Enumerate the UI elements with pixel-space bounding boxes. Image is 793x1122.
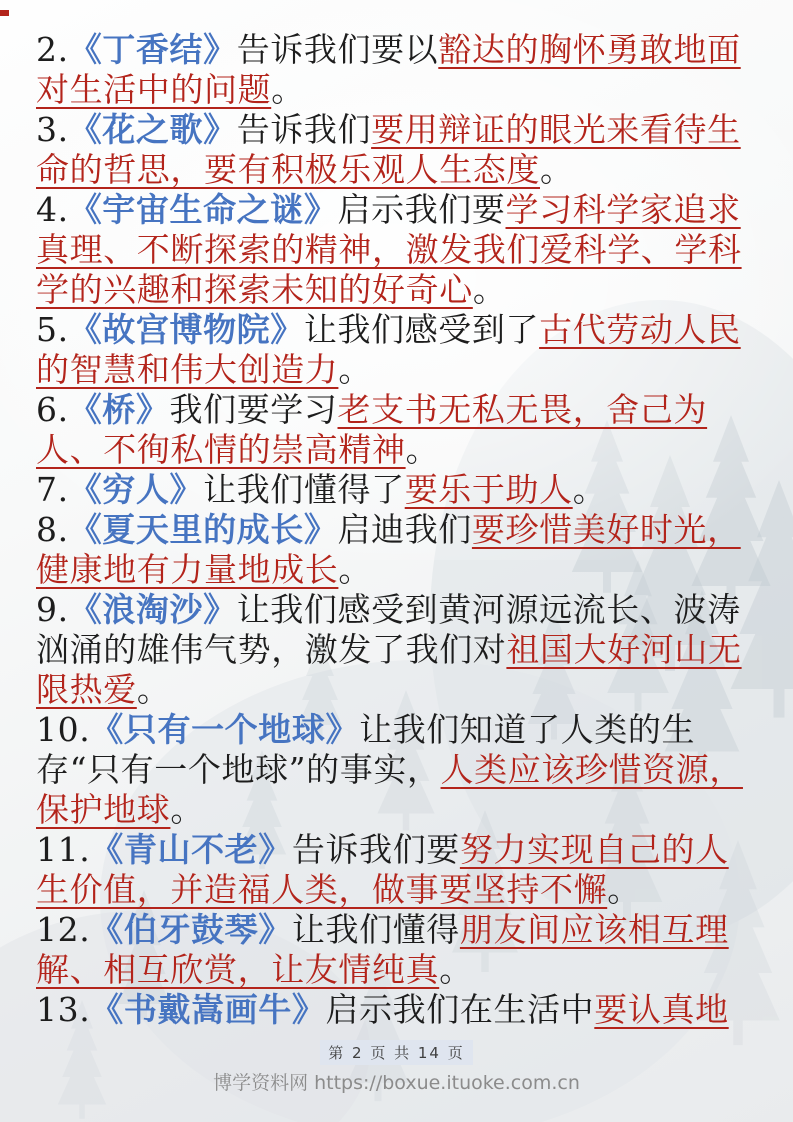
key-point-text: 要珍惜美好时光，健康地有力量地成长 [36, 510, 741, 589]
key-point-text: 古代劳动人民的智慧和伟大创造力 [36, 310, 741, 389]
body-text: 启迪我们 [337, 510, 472, 549]
key-point-text: 朋友间应该相互理解、相互欣赏，让友情纯真 [36, 910, 729, 989]
note-item [36, 310, 758, 390]
body-text: 让我们感受到了 [303, 310, 540, 349]
body-text: 。 [472, 270, 507, 309]
item-number: 10. [36, 710, 91, 749]
item-number: 11. [36, 830, 91, 869]
lesson-title: 《夏天里的成长》 [68, 510, 338, 549]
key-point-text: 要乐于助人 [404, 470, 573, 509]
page-number: 第 2 页 共 14 页 [320, 1040, 472, 1065]
key-point-text: 要认真地 [594, 990, 729, 1029]
note-item [36, 30, 758, 110]
note-item [36, 830, 758, 910]
item-number: 9. [36, 590, 69, 629]
key-point-text: 老支书无私无畏，舍己为人、不徇私情的崇高精神 [36, 390, 708, 469]
key-point-text: 人类应该珍惜资源，保护地球 [36, 750, 743, 829]
lesson-title: 《书戴嵩画牛》 [90, 990, 326, 1029]
body-text: 告诉我们 [236, 110, 372, 149]
item-number: 8. [36, 510, 69, 549]
key-point-text: 祖国大好河山无限热爱 [36, 630, 742, 709]
lesson-title: 《宇宙生命之谜》 [68, 190, 338, 229]
note-item [36, 710, 758, 830]
page-footer [0, 1040, 793, 1065]
site-watermark: 博学资料网 https://boxue.ituoke.com.cn [213, 1072, 580, 1094]
item-number: 13. [36, 990, 91, 1029]
lesson-title: 《青山不老》 [90, 830, 292, 869]
note-item [36, 470, 758, 510]
body-text: 告诉我们要以 [236, 30, 439, 69]
item-number: 12. [36, 910, 91, 949]
body-text: 。 [271, 70, 305, 109]
lesson-title: 《故宫博物院》 [68, 310, 304, 349]
key-point-text: 豁达的胸怀勇敢地面对生活中的问题 [36, 30, 741, 109]
key-point-text: 学习科学家追求真理、不断探索的精神，激发我们爱科学、学科学的兴趣和探索未知的好奇心 [36, 190, 742, 309]
body-text: 。 [338, 550, 373, 589]
note-item [36, 990, 758, 1030]
lesson-title: 《花之歌》 [68, 110, 237, 149]
item-number: 6. [36, 390, 69, 429]
lesson-title: 《浪淘沙》 [68, 590, 237, 629]
item-number: 5. [36, 310, 69, 349]
body-text: 启示我们在生活中 [325, 990, 595, 1029]
note-item [36, 590, 758, 710]
body-text: 。 [338, 350, 373, 389]
note-item [36, 190, 758, 310]
lesson-title: 《穷人》 [68, 470, 204, 509]
body-text: 让我们懂得 [291, 910, 460, 949]
page-edge-artifact [0, 10, 9, 16]
lesson-title: 《只有一个地球》 [90, 710, 360, 749]
body-text: 。 [136, 670, 171, 709]
body-text: 告诉我们要 [291, 830, 460, 869]
note-item [36, 390, 758, 470]
body-text: 。 [170, 790, 205, 829]
body-text: 启示我们要 [337, 190, 506, 229]
body-text: 。 [405, 430, 440, 469]
body-text: 我们要学习 [169, 390, 338, 429]
body-text: 。 [439, 950, 473, 989]
body-text: 让我们懂得了 [203, 470, 405, 509]
notes-list [36, 30, 758, 1030]
item-number: 7. [36, 470, 69, 509]
lesson-title: 《丁香结》 [68, 30, 237, 69]
body-text: 。 [572, 470, 607, 509]
key-point-text: 要用辩证的眼光来看待生命的哲思，要有积极乐观人生态度 [36, 110, 741, 189]
lesson-title: 《桥》 [68, 390, 170, 429]
body-text: 。 [607, 870, 641, 909]
lesson-title: 《伯牙鼓琴》 [90, 910, 292, 949]
body-text: 让我们感受到黄河源远流长、波涛汹涌的雄伟气势，激发了我们对 [36, 590, 741, 669]
body-text: 让我们知道了人类的生存“只有一个地球”的事实， [36, 710, 696, 789]
note-item [36, 510, 758, 590]
item-number: 4. [36, 190, 69, 229]
item-number: 3. [36, 110, 69, 149]
note-item [36, 110, 758, 190]
body-text: 。 [540, 150, 574, 189]
key-point-text: 努力实现自己的人生价值，并造福人类，做事要坚持不懈 [36, 830, 729, 909]
item-number: 2. [36, 30, 69, 69]
note-item [36, 910, 758, 990]
